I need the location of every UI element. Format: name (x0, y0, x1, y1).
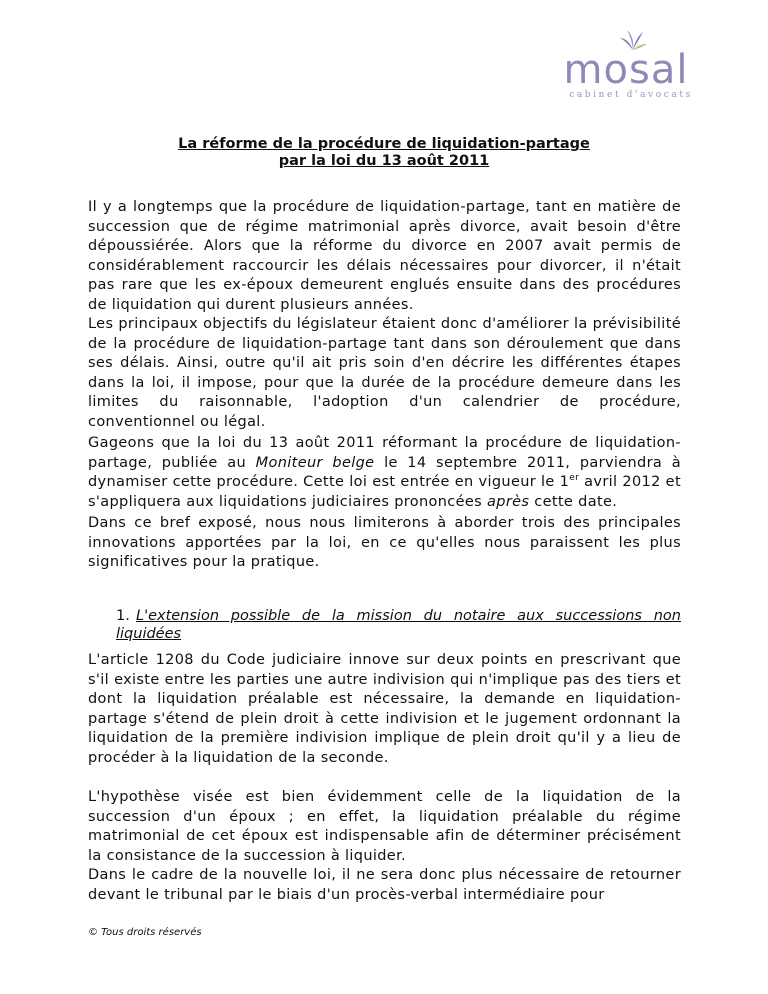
section-number: 1. (116, 608, 130, 624)
document-title-line-2: par la loi du 13 août 2011 (278, 153, 490, 169)
document-title-line-1: La réforme de la procédure de liquidation-partage (178, 136, 590, 152)
emphasis-word: après (487, 493, 530, 510)
copyright-footer: © Tous droits réservés (88, 927, 202, 938)
logo-tagline: cabinet d'avocats (569, 90, 693, 100)
paragraph-scope: Dans ce bref exposé, nous nous limiterons à aborder trois des principales innovations apportées par la loi, en ce qu'elles nous paraissent les plus significatives pour la pratique. (88, 515, 681, 570)
section-title: L'extension possible de la mission du notaire aux successions non liquidées (116, 608, 681, 642)
paragraph-new-law: Dans le cadre de la nouvelle loi, il ne sera donc plus nécessaire de retourner devant le tribunal par le biais d'un procès-verbal intermédiaire pour (88, 867, 681, 903)
paragraph-intro: Il y a longtemps que la procédure de liquidation-partage, tant en matière de succession que de régime matrimonial après divorce, avait besoin d'être dépoussiérée. Alors que la réforme du divorce en 2007 avait permis de considérablement raccourcir les délais nécessaires pour divorcer, il n'était pas rare que les ex-époux demeurent englués ensuite dans des procédures de liquidation qui durent plusieurs années. (88, 199, 681, 313)
company-logo (556, 26, 694, 102)
paragraph-article-1208: L'article 1208 du Code judiciaire innove sur deux points en prescrivant que s'il existe entre les parties une autre indivision qui n'implique pas des tiers et dont la liquidation préalable est nécessaire, la demande en liquidation-partage s'étend de plein droit à cette indivision et le jugement ordonnant la liquidation de la première indivision implique de plein droit qu'il y a lieu de procéder à la liquidation de la seconde. (88, 652, 681, 766)
paragraph-objectives: Les principaux objectifs du législateur étaient donc d'améliorer la prévisibilité de la procédure de liquidation-partage tant dans son déroulement que dans ses délais. Ainsi, outre qu'il ait pris soin d'en décrire les différentes étapes dans la loi, il impose, pour que la durée de la procédure demeure dans les limites du raisonnable, l'adoption d'un calendrier de procédure, conventionnel ou légal. (88, 316, 681, 430)
section-heading-1 (116, 607, 681, 643)
paragraph-hypothesis: L'hypothèse visée est bien évidemment celle de la liquidation de la succession d'un époux ; en effet, la liquidation préalable du régime matrimonial de cet époux est indispensable afin de déterminer précisément la consistance de la succession à liquider. (88, 789, 681, 864)
journal-name: Moniteur belge (255, 454, 375, 471)
logo-brand-text: mosal (563, 47, 689, 93)
paragraph-law-publication: Gageons que la loi du 13 août 2011 réformant la procédure de liquidation-partage, publiée au Moniteur belge le 14 septembre 2011, parviendra à dynamiser cette procédure. Cette loi est entrée en vigueur le 1er avril 2012 et s'appliquera aux liquidations judiciaires prononcées après cette date. (88, 435, 681, 510)
